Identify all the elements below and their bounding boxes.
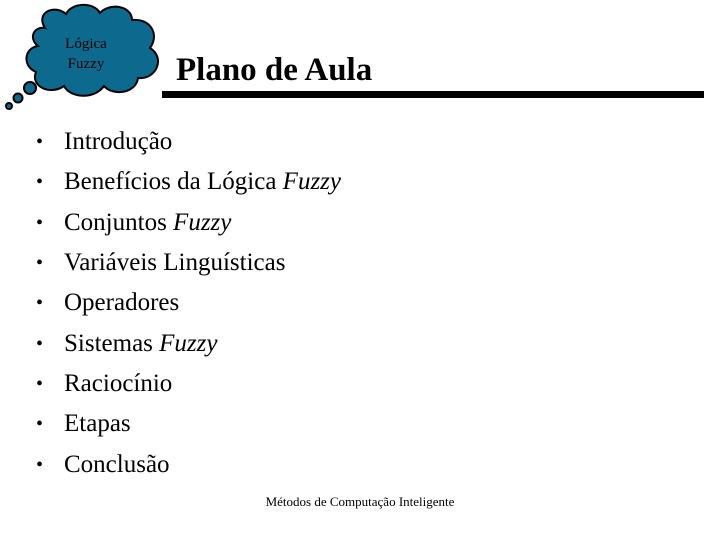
bullet-icon: • (36, 372, 44, 395)
list-item (36, 444, 341, 484)
list-item (36, 122, 341, 162)
item-emphasis: Fuzzy (282, 168, 341, 196)
bullet-icon: • (36, 332, 44, 355)
list-item (36, 203, 341, 243)
logo-line-1: Lógica (65, 36, 107, 52)
slide-title: Plano de Aula (176, 52, 373, 88)
list-item (36, 162, 341, 202)
logo-cloud (0, 0, 170, 120)
footer-text: Métodos de Computação Inteligente (265, 494, 455, 509)
bullet-icon: • (36, 413, 44, 436)
agenda-list (36, 122, 341, 485)
item-text: Etapas (64, 410, 131, 438)
item-text: Benefícios da Lógica (64, 168, 283, 196)
bullet-icon: • (36, 171, 44, 194)
bullet-icon: • (36, 292, 44, 315)
item-text: Raciocínio (64, 369, 173, 397)
list-item (36, 283, 341, 323)
bullet-icon: • (36, 453, 44, 476)
logo-label (50, 34, 122, 74)
list-item (36, 243, 341, 283)
item-text: Operadores (64, 289, 180, 317)
bullet-icon: • (36, 211, 44, 234)
item-text: Sistemas (64, 329, 160, 357)
item-text: Variáveis Linguísticas (64, 249, 286, 277)
item-text: Introdução (64, 128, 173, 156)
item-emphasis: Fuzzy (173, 208, 232, 236)
list-item (36, 404, 341, 444)
item-emphasis: Fuzzy (159, 329, 218, 357)
logo-line-2: Fuzzy (67, 56, 105, 72)
slide-footer (0, 494, 720, 510)
item-text: Conjuntos (64, 208, 174, 236)
list-item (36, 364, 341, 404)
bullet-icon: • (36, 131, 44, 154)
bullet-icon: • (36, 252, 44, 275)
list-item (36, 323, 341, 363)
item-text: Conclusão (64, 450, 170, 478)
title-underline (162, 91, 704, 98)
